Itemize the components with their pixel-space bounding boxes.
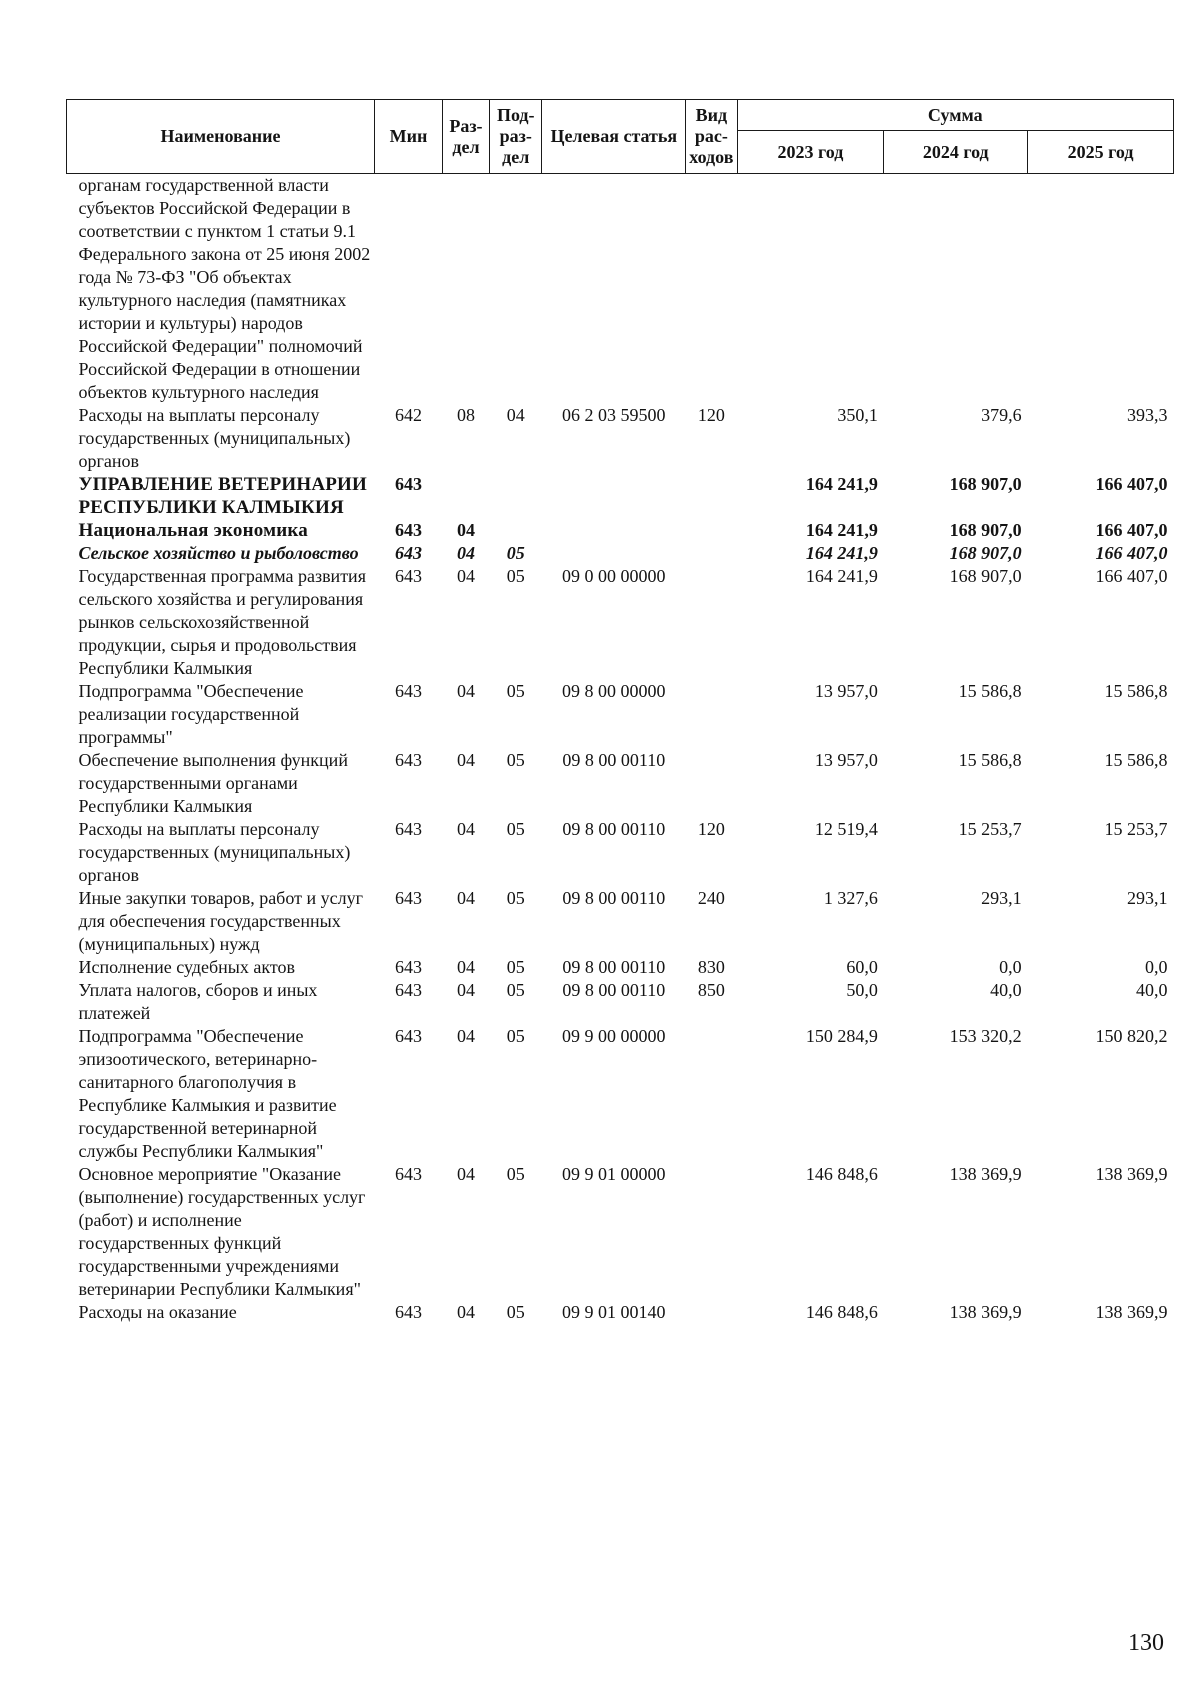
row-amount-2024: 15 253,7: [958, 819, 1022, 839]
row-amount-2025: [1028, 174, 1174, 405]
row-podrazdel: [490, 519, 542, 542]
row-amount-2023: 50,0: [846, 980, 878, 1000]
row-razdel: 04: [456, 566, 475, 586]
row-podrazdel: 05: [506, 1026, 525, 1046]
row-amount-2025: 293,1: [1127, 888, 1168, 908]
row-amount-2023: 12 519,4: [814, 819, 878, 839]
row-celevaya-statya: 06 2 03 59500: [562, 405, 666, 425]
table-row: [67, 979, 1174, 1025]
page-number: 130: [1128, 1630, 1164, 1656]
row-min: 643: [394, 980, 422, 1000]
row-razdel: 04: [456, 681, 475, 701]
row-amount-2023: 1 327,6: [823, 888, 878, 908]
row-podrazdel: 05: [506, 681, 525, 701]
table-row: [67, 887, 1174, 956]
row-amount-2024: 15 586,8: [958, 750, 1022, 770]
row-amount-2025: 166 407,0: [1095, 566, 1168, 586]
row-celevaya-statya: 09 8 00 00110: [562, 957, 666, 977]
row-amount-2025: 138 369,9: [1095, 1302, 1168, 1322]
row-name: органам государственной власти субъектов Российской Федерации в соответствии с пунктом 1 статьи 9.1 Федерального закона от 25 июня 2002 года № 73-ФЗ "Об объектах культурного наследия (памятниках истории и культуры) народов Российской Федерации" полномочий Российской Федерации в отношении объектов культурного наследия: [78, 175, 371, 402]
row-name: Расходы на выплаты персоналу государственных (муниципальных) органов: [78, 819, 351, 885]
header-year-2023: 2023 год: [737, 131, 884, 174]
row-celevaya-statya: 09 9 00 00000: [562, 1026, 666, 1046]
row-amount-2024: 168 907,0: [949, 543, 1022, 563]
row-amount-2025: 166 407,0: [1095, 543, 1168, 563]
row-razdel: 04: [456, 957, 475, 977]
row-celevaya-statya: [542, 542, 686, 565]
row-razdel: 04: [456, 1302, 475, 1322]
row-celevaya-statya: 09 0 00 00000: [562, 566, 666, 586]
row-name: Сельское хозяйство и рыболовство: [78, 543, 359, 563]
row-podrazdel: 05: [506, 750, 525, 770]
row-celevaya-statya: 09 9 01 00000: [562, 1164, 666, 1184]
row-amount-2024: 168 907,0: [949, 474, 1022, 494]
row-podrazdel: 05: [506, 1164, 525, 1184]
table-header: [67, 100, 1174, 174]
header-min: Мин: [375, 100, 443, 174]
table-row: [67, 565, 1174, 680]
row-celevaya-statya: [542, 473, 686, 519]
row-amount-2023: 150 284,9: [805, 1026, 878, 1046]
row-amount-2023: 164 241,9: [805, 543, 878, 563]
row-amount-2024: 15 586,8: [958, 681, 1022, 701]
row-celevaya-statya: 09 8 00 00110: [562, 980, 666, 1000]
row-min: 643: [394, 888, 422, 908]
row-amount-2025: 0,0: [1145, 957, 1168, 977]
table-row: [67, 956, 1174, 979]
row-razdel: 04: [456, 888, 475, 908]
header-summa: Сумма: [737, 100, 1173, 131]
row-vid-rashodov: [686, 1025, 737, 1163]
row-amount-2025: 15 586,8: [1104, 750, 1168, 770]
row-name: Обеспечение выполнения функций государственными органами Республики Калмыкия: [78, 750, 348, 816]
row-amount-2024: 138 369,9: [949, 1164, 1022, 1184]
row-amount-2023: 164 241,9: [805, 474, 878, 494]
row-razdel: 08: [456, 405, 475, 425]
row-amount-2023: 13 957,0: [814, 750, 878, 770]
row-razdel: 04: [456, 819, 475, 839]
row-amount-2025: 166 407,0: [1095, 474, 1168, 494]
table-row: [67, 473, 1174, 519]
row-celevaya-statya: 09 8 00 00110: [562, 888, 666, 908]
row-vid-rashodov: 240: [697, 888, 725, 908]
row-amount-2023: 164 241,9: [805, 520, 878, 540]
row-amount-2023: 13 957,0: [814, 681, 878, 701]
row-amount-2023: 60,0: [846, 957, 878, 977]
row-name: Расходы на выплаты персоналу государственных (муниципальных) органов: [78, 405, 351, 471]
table-row: [67, 542, 1174, 565]
row-razdel: [442, 473, 489, 519]
row-vid-rashodov: 850: [697, 980, 725, 1000]
row-amount-2025: 166 407,0: [1095, 520, 1168, 540]
table-row: [67, 404, 1174, 473]
row-amount-2025: 40,0: [1136, 980, 1168, 1000]
row-amount-2023: 146 848,6: [805, 1164, 878, 1184]
row-name: Исполнение судебных актов: [78, 957, 296, 977]
row-celevaya-statya: 09 9 01 00140: [562, 1302, 666, 1322]
row-min: 643: [394, 819, 422, 839]
row-min: 643: [394, 1026, 422, 1046]
table-row: [67, 174, 1174, 405]
table-row: [67, 749, 1174, 818]
row-amount-2025: 15 253,7: [1104, 819, 1168, 839]
table-body: [67, 174, 1174, 1325]
row-vid-rashodov: 120: [697, 405, 725, 425]
row-razdel: 04: [456, 543, 475, 563]
table-row: [67, 818, 1174, 887]
header-podrazdel: Под-раз-дел: [490, 100, 542, 174]
row-podrazdel: 05: [506, 543, 525, 563]
row-name: УПРАВЛЕНИЕ ВЕТЕРИНАРИИ РЕСПУБЛИКИ КАЛМЫКИЯ: [78, 474, 368, 518]
row-podrazdel: 05: [506, 1302, 525, 1322]
row-razdel: 04: [456, 520, 475, 540]
row-celevaya-statya: [542, 519, 686, 542]
row-vid-rashodov: 120: [697, 819, 725, 839]
table-row: [67, 519, 1174, 542]
row-min: 643: [394, 957, 422, 977]
row-min: 643: [394, 520, 422, 540]
row-amount-2024: 379,6: [981, 405, 1022, 425]
row-razdel: [442, 174, 489, 405]
row-amount-2024: 168 907,0: [949, 566, 1022, 586]
row-amount-2023: 350,1: [837, 405, 878, 425]
row-min: 643: [394, 1164, 422, 1184]
budget-table: [66, 99, 1174, 1324]
row-razdel: 04: [456, 1026, 475, 1046]
row-amount-2025: 15 586,8: [1104, 681, 1168, 701]
row-min: [375, 174, 443, 405]
row-vid-rashodov: [686, 749, 737, 818]
row-celevaya-statya: 09 8 00 00000: [562, 681, 666, 701]
row-podrazdel: 05: [506, 888, 525, 908]
row-razdel: 04: [456, 750, 475, 770]
row-name: Расходы на оказание: [78, 1302, 237, 1322]
row-celevaya-statya: 09 8 00 00110: [562, 819, 666, 839]
header-year-2024: 2024 год: [884, 131, 1028, 174]
row-vid-rashodov: [686, 473, 737, 519]
row-vid-rashodov: 830: [697, 957, 725, 977]
table-row: [67, 1163, 1174, 1301]
row-amount-2024: [884, 174, 1028, 405]
row-amount-2025: 393,3: [1127, 405, 1168, 425]
row-amount-2024: 0,0: [999, 957, 1022, 977]
row-podrazdel: 05: [506, 566, 525, 586]
row-amount-2023: [737, 174, 884, 405]
row-name: Государственная программа развития сельского хозяйства и регулирования рынков сельскохозяйственной продукции, сырья и продовольствия Республики Калмыкия: [78, 566, 366, 678]
row-min: 642: [394, 405, 422, 425]
row-min: 643: [394, 566, 422, 586]
row-vid-rashodov: [686, 565, 737, 680]
row-vid-rashodov: [686, 519, 737, 542]
row-podrazdel: [490, 473, 542, 519]
row-amount-2023: 164 241,9: [805, 566, 878, 586]
row-amount-2024: 40,0: [990, 980, 1022, 1000]
header-year-2025: 2025 год: [1028, 131, 1174, 174]
row-name: Подпрограмма "Обеспечение реализации государственной программы": [78, 681, 304, 747]
row-podrazdel: 04: [506, 405, 525, 425]
row-vid-rashodov: [686, 680, 737, 749]
row-amount-2023: 146 848,6: [805, 1302, 878, 1322]
row-name: Основное мероприятие "Оказание (выполнение) государственных услуг (работ) и исполнение государственных функций государственными учреждениями ветеринарии Республики Калмыкия": [78, 1164, 366, 1299]
header-razdel: Раз-дел: [442, 100, 489, 174]
row-amount-2024: 138 369,9: [949, 1302, 1022, 1322]
row-podrazdel: 05: [506, 980, 525, 1000]
row-vid-rashodov: [686, 1301, 737, 1324]
row-vid-rashodov: [686, 1163, 737, 1301]
row-name: Национальная экономика: [78, 520, 308, 541]
row-min: 643: [394, 750, 422, 770]
row-razdel: 04: [456, 980, 475, 1000]
row-amount-2024: 153 320,2: [949, 1026, 1022, 1046]
row-vid-rashodov: [686, 542, 737, 565]
row-min: 643: [394, 681, 422, 701]
row-celevaya-statya: [542, 174, 686, 405]
table-row: [67, 1301, 1174, 1324]
row-min: 643: [394, 1302, 422, 1322]
row-amount-2025: 138 369,9: [1095, 1164, 1168, 1184]
row-amount-2025: 150 820,2: [1095, 1026, 1168, 1046]
row-razdel: 04: [456, 1164, 475, 1184]
table-row: [67, 680, 1174, 749]
row-amount-2024: 168 907,0: [949, 520, 1022, 540]
row-name: Иные закупки товаров, работ и услуг для обеспечения государственных (муниципальных) нужд: [78, 888, 363, 954]
table-row: [67, 1025, 1174, 1163]
row-podrazdel: 05: [506, 819, 525, 839]
row-name: Уплата налогов, сборов и иных платежей: [78, 980, 318, 1023]
row-celevaya-statya: 09 8 00 00110: [562, 750, 666, 770]
header-vid-rashodov: Вид рас-ходов: [686, 100, 737, 174]
row-podrazdel: [490, 174, 542, 405]
header-name: Наименование: [67, 100, 375, 174]
row-amount-2024: 293,1: [981, 888, 1022, 908]
row-podrazdel: 05: [506, 957, 525, 977]
row-min: 643: [394, 474, 422, 494]
row-vid-rashodov: [686, 174, 737, 405]
header-celevaya-statya: Целевая статья: [542, 100, 686, 174]
row-name: Подпрограмма "Обеспечение эпизоотического, ветеринарно-санитарного благополучия в Республике Калмыкия и развитие государственной ветеринарной службы Республики Калмыкия": [78, 1026, 337, 1161]
row-min: 643: [394, 543, 422, 563]
